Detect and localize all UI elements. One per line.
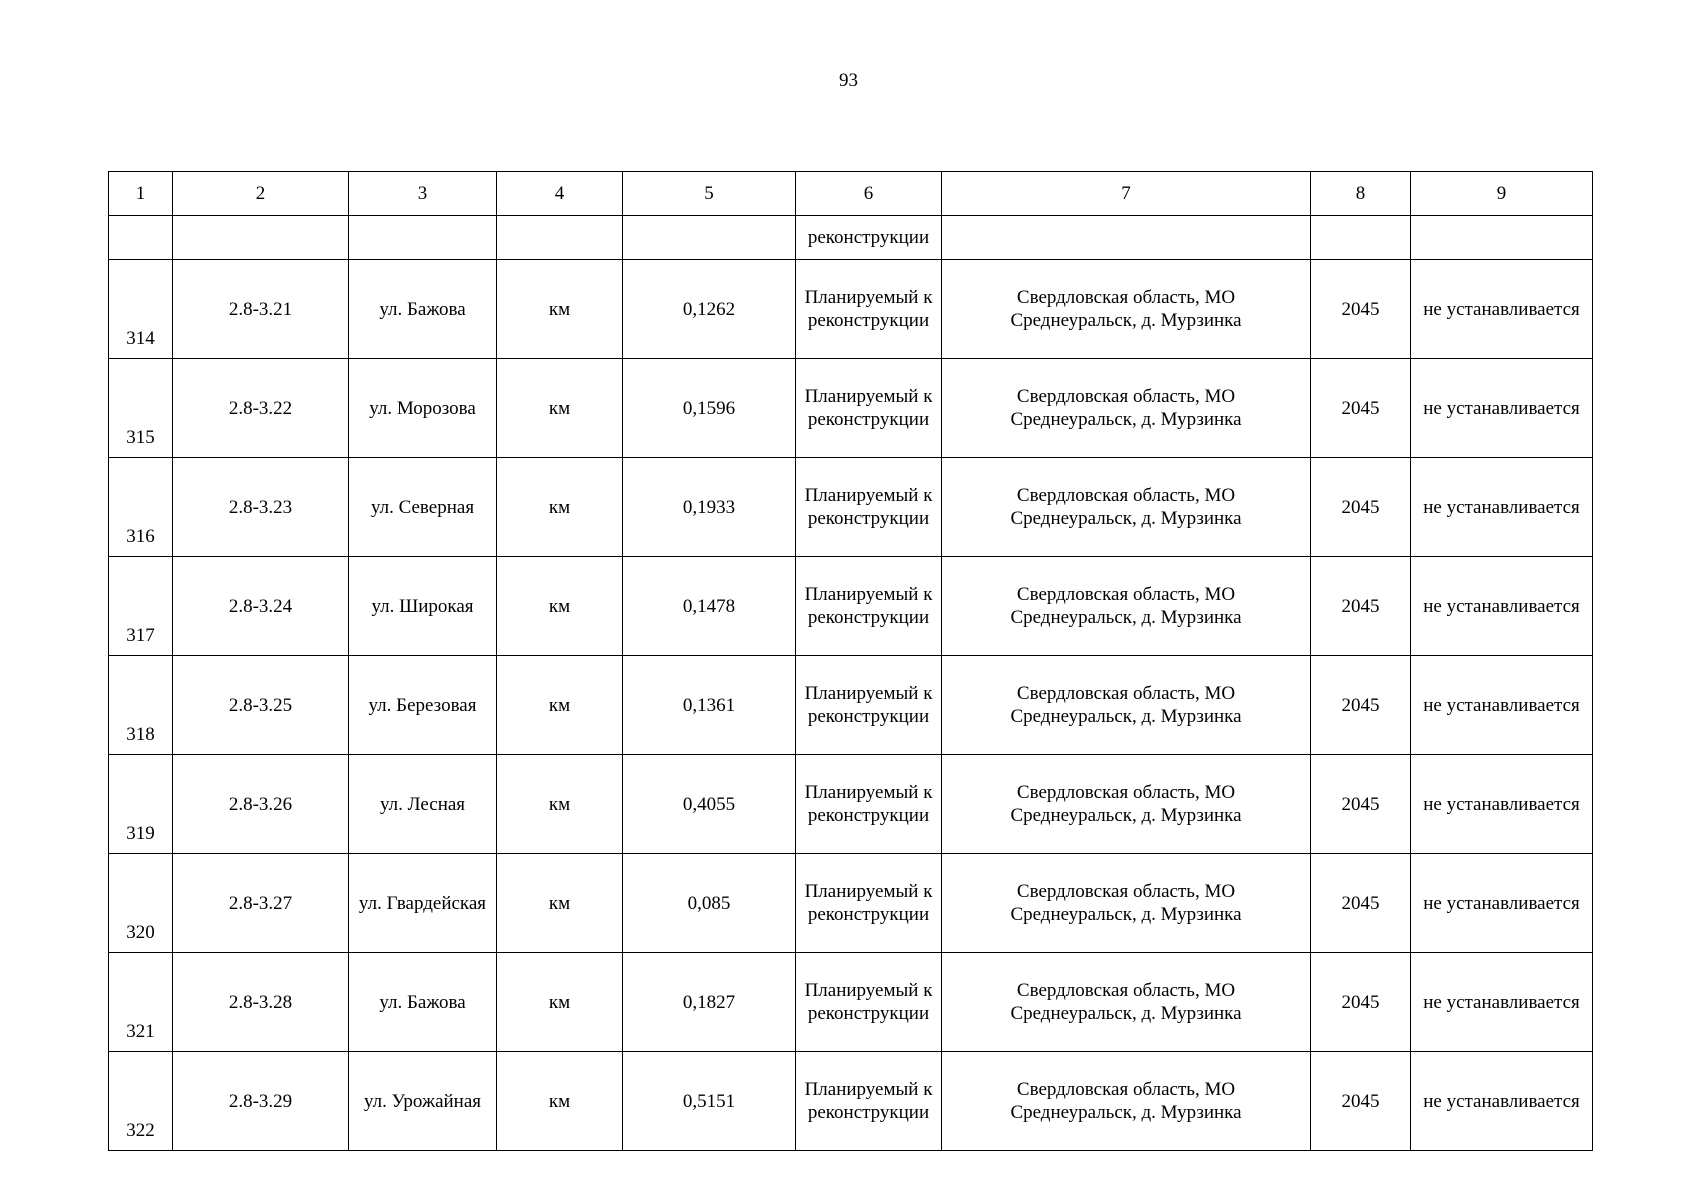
length-cell: 0,1262 — [623, 260, 796, 359]
row-number-cell: 318 — [109, 656, 173, 755]
location-line-2: Среднеуральск, д. Мурзинка — [1010, 706, 1242, 727]
code-cell: 2.8-3.23 — [173, 458, 349, 557]
header-cell: 5 — [623, 172, 796, 216]
row-number-cell: 320 — [109, 854, 173, 953]
unit-cell: км — [497, 656, 623, 755]
street-cell: ул. Широкая — [349, 557, 497, 656]
location-line-1: Свердловская область, МО — [1016, 386, 1236, 407]
code-cell: 2.8-3.24 — [173, 557, 349, 656]
code-cell: 2.8-3.21 — [173, 260, 349, 359]
table-cell — [623, 216, 796, 260]
street-cell: ул. Гвардейская — [349, 854, 497, 953]
table-header-row — [109, 172, 1593, 216]
status-cell: Планируемый к реконструкции — [796, 260, 942, 359]
street-cell: ул. Урожайная — [349, 1052, 497, 1151]
status-cell: Планируемый к реконструкции — [796, 557, 942, 656]
location-line-2: Среднеуральск, д. Мурзинка — [1010, 1003, 1242, 1024]
header-cell: 7 — [942, 172, 1311, 216]
row-number-cell: 322 — [109, 1052, 173, 1151]
location-cell — [942, 656, 1311, 755]
year-cell: 2045 — [1311, 755, 1411, 854]
table-row — [109, 359, 1593, 458]
zone-cell: не устанавливается — [1411, 1052, 1593, 1151]
year-cell: 2045 — [1311, 953, 1411, 1052]
header-cell: 6 — [796, 172, 942, 216]
year-cell: 2045 — [1311, 458, 1411, 557]
length-cell: 0,1361 — [623, 656, 796, 755]
header-cell: 1 — [109, 172, 173, 216]
status-cell: Планируемый к реконструкции — [796, 458, 942, 557]
unit-cell: км — [497, 854, 623, 953]
status-cell: Планируемый к реконструкции — [796, 359, 942, 458]
zone-cell: не устанавливается — [1411, 260, 1593, 359]
location-line-1: Свердловская область, МО — [1016, 287, 1236, 308]
row-number-cell: 315 — [109, 359, 173, 458]
header-cell: 3 — [349, 172, 497, 216]
header-cell: 4 — [497, 172, 623, 216]
header-cell: 2 — [173, 172, 349, 216]
unit-cell: км — [497, 953, 623, 1052]
location-cell — [942, 260, 1311, 359]
data-table — [108, 171, 1593, 1151]
zone-cell: не устанавливается — [1411, 656, 1593, 755]
street-cell: ул. Березовая — [349, 656, 497, 755]
status-cell: реконструкции — [796, 216, 942, 260]
unit-cell: км — [497, 260, 623, 359]
continuation-row — [109, 216, 1593, 260]
table-row — [109, 458, 1593, 557]
year-cell: 2045 — [1311, 260, 1411, 359]
table-row — [109, 260, 1593, 359]
year-cell: 2045 — [1311, 359, 1411, 458]
location-cell — [942, 557, 1311, 656]
location-cell — [942, 1052, 1311, 1151]
location-cell — [942, 359, 1311, 458]
row-number-cell: 316 — [109, 458, 173, 557]
location-line-2: Среднеуральск, д. Мурзинка — [1010, 607, 1242, 628]
street-cell: ул. Морозова — [349, 359, 497, 458]
code-cell: 2.8-3.25 — [173, 656, 349, 755]
unit-cell: км — [497, 557, 623, 656]
status-cell: Планируемый к реконструкции — [796, 854, 942, 953]
row-number-cell: 319 — [109, 755, 173, 854]
location-line-1: Свердловская область, МО — [1016, 782, 1236, 803]
location-cell — [942, 953, 1311, 1052]
location-line-2: Среднеуральск, д. Мурзинка — [1010, 805, 1242, 826]
table-cell — [497, 216, 623, 260]
table-cell — [942, 216, 1311, 260]
year-cell: 2045 — [1311, 854, 1411, 953]
length-cell: 0,1933 — [623, 458, 796, 557]
status-cell: Планируемый к реконструкции — [796, 656, 942, 755]
zone-cell: не устанавливается — [1411, 755, 1593, 854]
unit-cell: км — [497, 1052, 623, 1151]
length-cell: 0,4055 — [623, 755, 796, 854]
table-row — [109, 557, 1593, 656]
table-row — [109, 1052, 1593, 1151]
location-line-2: Среднеуральск, д. Мурзинка — [1010, 508, 1242, 529]
header-cell: 8 — [1311, 172, 1411, 216]
year-cell: 2045 — [1311, 1052, 1411, 1151]
code-cell: 2.8-3.26 — [173, 755, 349, 854]
location-line-2: Среднеуральск, д. Мурзинка — [1010, 409, 1242, 430]
zone-cell: не устанавливается — [1411, 854, 1593, 953]
code-cell: 2.8-3.22 — [173, 359, 349, 458]
location-cell — [942, 755, 1311, 854]
street-cell: ул. Лесная — [349, 755, 497, 854]
zone-cell: не устанавливается — [1411, 359, 1593, 458]
row-number-cell: 314 — [109, 260, 173, 359]
table-cell — [349, 216, 497, 260]
length-cell: 0,5151 — [623, 1052, 796, 1151]
code-cell: 2.8-3.28 — [173, 953, 349, 1052]
zone-cell: не устанавливается — [1411, 953, 1593, 1052]
location-line-1: Свердловская область, МО — [1016, 881, 1236, 902]
table-cell — [109, 216, 173, 260]
zone-cell: не устанавливается — [1411, 557, 1593, 656]
location-line-1: Свердловская область, МО — [1016, 485, 1236, 506]
location-cell — [942, 458, 1311, 557]
year-cell: 2045 — [1311, 557, 1411, 656]
table-cell — [1411, 216, 1593, 260]
status-cell: Планируемый к реконструкции — [796, 953, 942, 1052]
year-cell: 2045 — [1311, 656, 1411, 755]
length-cell: 0,1478 — [623, 557, 796, 656]
table-cell — [1311, 216, 1411, 260]
length-cell: 0,1827 — [623, 953, 796, 1052]
code-cell: 2.8-3.27 — [173, 854, 349, 953]
location-line-1: Свердловская область, МО — [1016, 584, 1236, 605]
unit-cell: км — [497, 755, 623, 854]
table-row — [109, 953, 1593, 1052]
zone-cell: не устанавливается — [1411, 458, 1593, 557]
row-number-cell: 317 — [109, 557, 173, 656]
header-cell: 9 — [1411, 172, 1593, 216]
street-cell: ул. Бажова — [349, 953, 497, 1052]
status-cell: Планируемый к реконструкции — [796, 1052, 942, 1151]
table-row — [109, 755, 1593, 854]
table-row — [109, 854, 1593, 953]
unit-cell: км — [497, 359, 623, 458]
location-line-1: Свердловская область, МО — [1016, 1079, 1236, 1100]
length-cell: 0,1596 — [623, 359, 796, 458]
status-cell: Планируемый к реконструкции — [796, 755, 942, 854]
location-line-2: Среднеуральск, д. Мурзинка — [1010, 1102, 1242, 1123]
row-number-cell: 321 — [109, 953, 173, 1052]
street-cell: ул. Северная — [349, 458, 497, 557]
table-row — [109, 656, 1593, 755]
street-cell: ул. Бажова — [349, 260, 497, 359]
location-cell — [942, 854, 1311, 953]
location-line-1: Свердловская область, МО — [1016, 683, 1236, 704]
table-cell — [173, 216, 349, 260]
unit-cell: км — [497, 458, 623, 557]
page-number: 93 — [839, 70, 858, 91]
location-line-2: Среднеуральск, д. Мурзинка — [1010, 310, 1242, 331]
location-line-2: Среднеуральск, д. Мурзинка — [1010, 904, 1242, 925]
location-line-1: Свердловская область, МО — [1016, 980, 1236, 1001]
code-cell: 2.8-3.29 — [173, 1052, 349, 1151]
length-cell: 0,085 — [623, 854, 796, 953]
